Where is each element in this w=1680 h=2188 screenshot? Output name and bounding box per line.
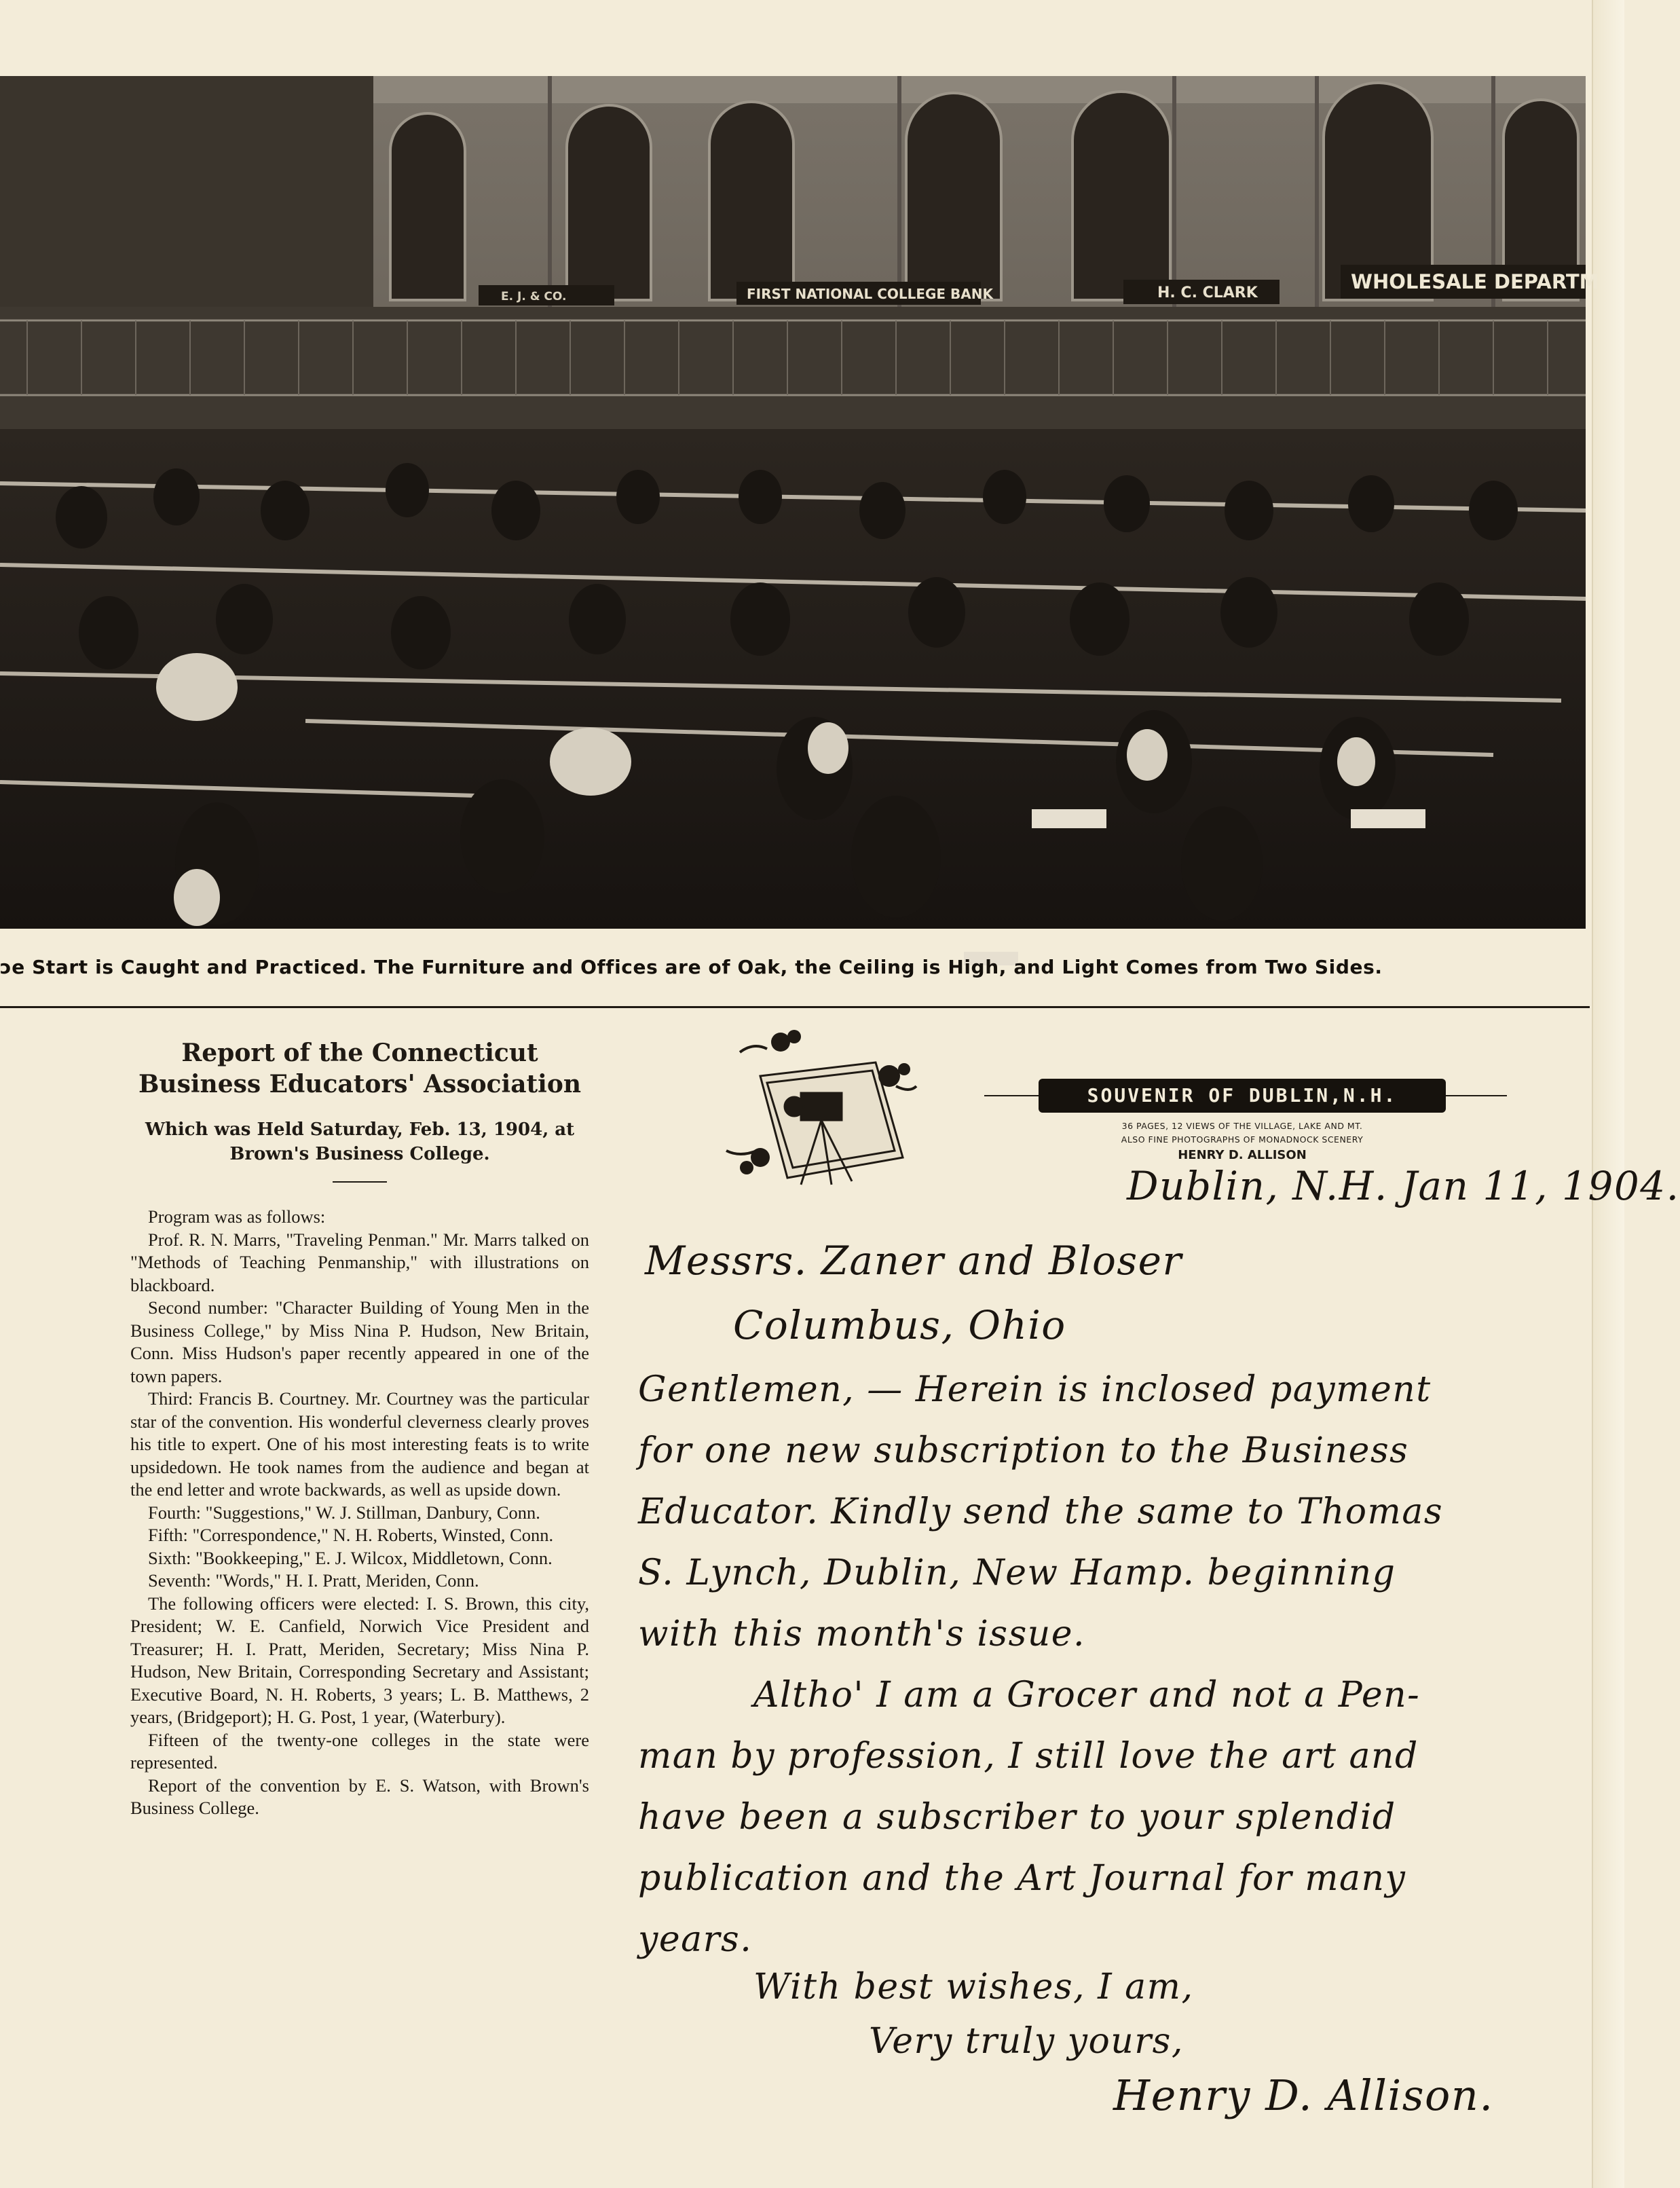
letter-date: Dublin, N.H. Jan 11, 1904. [1127,1163,1680,1209]
classroom-photo-illustration [0,76,1599,929]
letter-line: Educator. Kindly send the same to Thomas [638,1491,1444,1532]
letter-line: Gentlemen, — Herein is inclosed payment [638,1369,1432,1410]
sign-small: E. J. & CO. [501,290,567,303]
letter-line: man by profession, I still love the art and [638,1736,1419,1777]
letterhead-name: HENRY D. ALLISON [1178,1148,1307,1162]
article-title: Report of the Connecticut Business Educators' Association [138,1039,582,1098]
letter-line: with this month's issue. [638,1614,1086,1654]
classroom-photograph [0,76,1599,929]
letterhead-line-1: 36 PAGES, 12 VIEWS OF THE VILLAGE, LAKE AND MT. [1121,1121,1363,1131]
letter-signature: Henry D. Allison. [1113,2071,1494,2120]
article-paragraph: Program was as follows: [148,1206,326,1227]
article [130,1037,589,1820]
article-body [130,1206,589,1820]
article-divider [333,1181,387,1183]
letter-closing: With best wishes, I am, [753,1967,1194,2007]
camera-vignette-icon [720,1022,923,1198]
letter-addressee: Messrs. Zaner and Bloser [645,1238,1182,1284]
article-paragraph: Report of the convention by E. S. Watson, with Brown's Business College. [130,1775,589,1818]
letter-line: years. [638,1919,753,1960]
banner-rule-right [1446,1095,1507,1096]
article-paragraph: The following officers were elected: I. S. Brown, this city, President; W. E. Canfield, Norwich Vice President and Treasurer; H. I. Pratt, Meriden, Secretary; Miss Nina P. Hudson, New Britain, Corresponding Secretary and Assistant; Executive Board, N. H. Roberts, 3 years; L. B. Matthews, 2 years, (Bridgeport); H. G. Post, 1 year, (Waterbury). [130,1593,589,1727]
letterhead-banner: SOUVENIR OF DUBLIN,N.H. [1039,1079,1446,1113]
sign-clark: H. C. CLARK [1157,284,1258,301]
letter-line: Altho' I am a Grocer and not a Pen- [753,1675,1421,1716]
article-paragraph: Fourth: "Suggestions," W. J. Stillman, Danbury, Conn. [148,1502,540,1523]
article-paragraph: Sixth: "Bookkeeping," E. J. Wilcox, Middletown, Conn. [148,1547,553,1568]
article-paragraph: Seventh: "Words," H. I. Pratt, Meriden, Conn. [148,1570,479,1591]
page-edge [1592,0,1624,2188]
article-paragraph: Fifth: "Correspondence," N. H. Roberts, Winsted, Conn. [148,1525,554,1545]
sign-wholesale: WHOLESALE DEPARTM [1351,270,1599,293]
letter-line: publication and the Art Journal for many [638,1858,1406,1899]
photo-caption: ɔe Start is Caught and Practiced. The Furniture and Offices are of Oak, the Ceiling is High, and Light Comes from Two Sides. [0,956,1383,978]
letter-line: have been a subscriber to your splendid [638,1797,1396,1838]
letter-line: for one new subscription to the Business [638,1430,1409,1471]
article-paragraph: Second number: "Character Building of Young Men in the Business College," by Miss Nina P. Hudson, New Britain, Conn. Miss Hudson's paper recently appeared in one of the town papers. [130,1297,589,1386]
letter-address: Columbus, Ohio [733,1302,1066,1348]
article-subtitle: Which was Held Saturday, Feb. 13, 1904, at Brown's Business College. [145,1119,575,1164]
article-paragraph: Third: Francis B. Courtney. Mr. Courtney was the particular star of the convention. His wonderful cleverness clearly proves his title to expert. One of his most interesting feats is to write upsidedown. He took names from the audience and began at the end letter and wrote backwards, as well as upside down. [130,1388,589,1500]
sign-bank: FIRST NATIONAL COLLEGE BANK [747,286,994,302]
letterhead-line-2: ALSO FINE PHOTOGRAPHS OF MONADNOCK SCENERY [1121,1134,1364,1145]
article-paragraph: Prof. R. N. Marrs, "Traveling Penman." Mr. Marrs talked on "Methods of Teaching Penmanship," with illustrations on blackboard. [130,1229,589,1295]
letter-valediction: Very truly yours, [869,2021,1184,2062]
handwritten-letter [624,1015,1680,2135]
horizontal-rule [0,1006,1590,1008]
letter-line: S. Lynch, Dublin, New Hamp. beginning [638,1553,1396,1593]
article-paragraph: Fifteen of the twenty-one colleges in the state were represented. [130,1729,589,1773]
